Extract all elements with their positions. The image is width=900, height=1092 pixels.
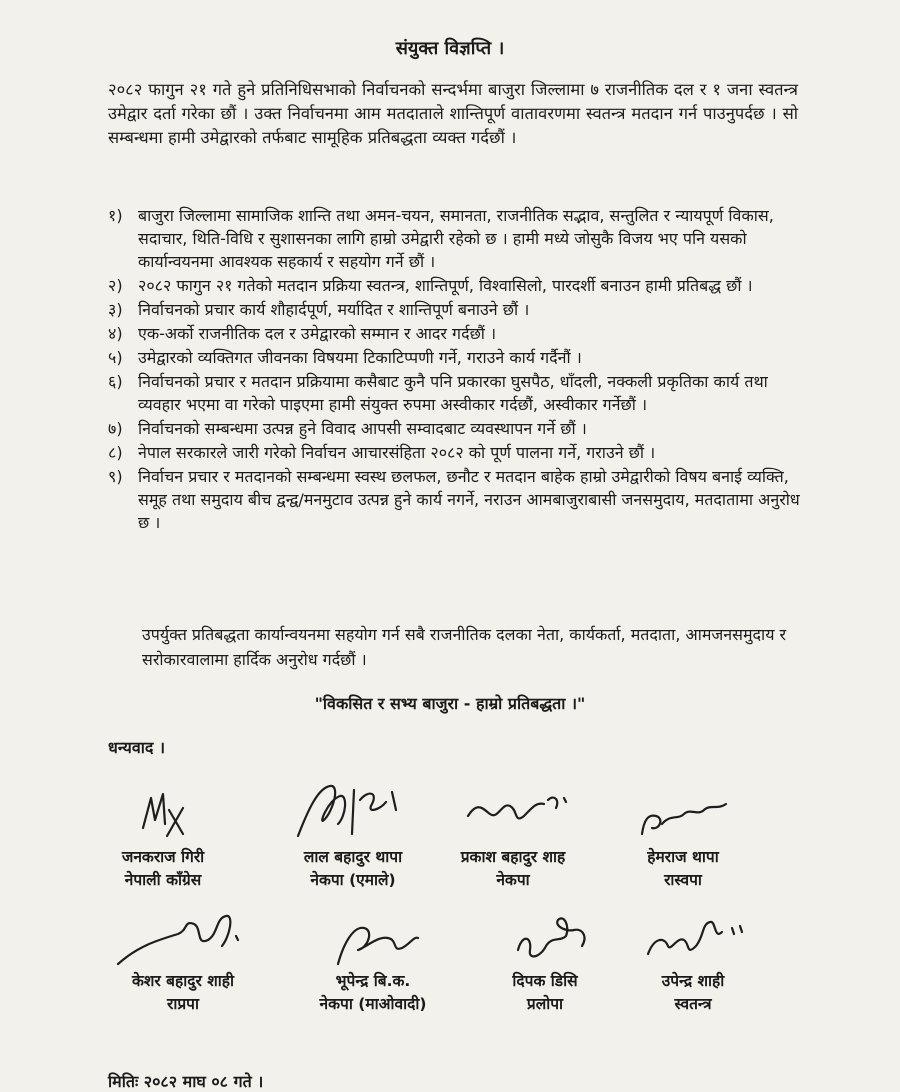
list-number: ८): [108, 443, 123, 462]
signature-mark: [103, 780, 223, 846]
list-text: निर्वाचनको सम्बन्धमा उत्पन्न हुने विवाद आपसी सम्वादबाट व्यवस्थापन गर्ने छौं ।: [138, 419, 587, 438]
list-text: नेपाल सरकारले जारी गरेको निर्वाचन आचारसंहिता २०८२ को पूर्ण पालना गर्ने, गराउने छौं ।: [138, 443, 656, 462]
signatory-party: प्रलोपा: [526, 995, 564, 1013]
signatory-name: दिपक डिसि: [512, 972, 578, 990]
list-text: उमेद्वारको व्यक्तिगत जीवनका विषयमा टिकाटिप्पणी गर्ने, गराउने कार्य गर्दैनौं ।: [138, 348, 582, 367]
commitment-list: [108, 204, 808, 535]
list-number: ५): [108, 348, 123, 367]
list-item: [108, 465, 808, 534]
list-number: ९): [108, 467, 123, 486]
list-text: निर्वाचन प्रचार र मतदानको सम्बन्धमा स्वस्थ छलफल, छनौट र मतदान बाहेक हाम्रो उमेद्वारीको विषय बनाई व्यक्ति, समूह तथा समुदाय बीच द्वन्द्व/मनमुटाव उत्पन्न हुने कार्य नगर्ने, नराउन आमबाजुराबासी जनसमुदाय, मतदातामा अनुरोध छ ।: [138, 467, 800, 532]
signatory-name: जनकराज गिरी: [121, 848, 205, 866]
list-text: निर्वाचनको प्रचार कार्य शौहार्दपूर्ण, मर्यादित र शान्तिपूर्ण बनाउने छौं ।: [138, 300, 530, 319]
list-text: एक-अर्को राजनीतिक दल र उमेद्वारको सम्मान र आदर गर्दछौं ।: [138, 324, 497, 343]
signatory-name: उपेन्द्र शाही: [661, 972, 725, 990]
list-item: [108, 274, 808, 297]
list-text: बाजुरा जिल्लामा सामाजिक शान्ति तथा अमन-चयन, समानता, राजनीतिक सद्भाव, सन्तुलित र न्यायपूर्ण विकास, सदाचार, थिति-विधि र सुशासनका लागि हाम्रो उमेद्वारी रहेको छ । हामी मध्ये जोसुकै विजय भए पनि यसको कार्यान्वयनमा आवश्यक सहकार्य र सहयोग गर्ने छौं ।: [138, 206, 774, 271]
list-number: ६): [108, 372, 123, 391]
signatory-party: स्वतन्त्र: [674, 995, 712, 1013]
thanks-text: धन्यवाद ।: [108, 738, 166, 757]
document-title: संयुक्त विज्ञप्ति ।: [395, 38, 505, 59]
list-number: १): [108, 206, 123, 225]
signature-block: [418, 780, 608, 892]
signatory-party: नेकपा: [496, 871, 530, 889]
list-item: [108, 370, 808, 416]
document-date: मितिः २०८२ माघ ०८ गते ।: [108, 1072, 264, 1091]
signatory-name: प्रकाश बहादुर शाह: [460, 848, 566, 866]
signature-mark: [608, 780, 758, 846]
signature-mark: [268, 780, 438, 846]
signature-mark: [98, 906, 268, 970]
signatory-party: रास्वपा: [664, 871, 702, 889]
list-item: [108, 346, 808, 369]
list-number: ७): [108, 419, 123, 438]
signatory-party: नेकपा (एमाले): [310, 871, 396, 889]
list-item: [108, 441, 808, 464]
signatory-party: नेकपा (माओवादी): [319, 995, 427, 1013]
signatory-name: लाल बहादुर थापा: [303, 848, 403, 866]
signatory-name: हेमराज थापा: [647, 848, 719, 866]
list-item: [108, 417, 808, 440]
list-item: [108, 298, 808, 321]
slogan: "विकसित र सभ्य बाजुरा - हाम्रो प्रतिबद्धता ।": [314, 694, 586, 713]
list-text: निर्वाचनको प्रचार र मतदान प्रक्रियामा कसैबाट कुनै पनि प्रकारका घुसपैठ, धाँदली, नक्कली प्रकृतिका कार्य तथा व्यवहार भएमा वा गरेको पाइएमा हामी संयुक्त रुपमा अस्वीकार गर्दछौं, अस्वीकार गर्नेछौं ।: [138, 372, 768, 414]
list-item: [108, 322, 808, 345]
list-number: ३): [108, 300, 123, 319]
signature-block: [88, 906, 278, 1016]
signature-block: [588, 780, 778, 892]
signature-block: [598, 906, 788, 1016]
signatory-name: केशर बहादुर शाही: [131, 972, 235, 990]
intro-paragraph: २०८२ फागुन २१ गते हुने प्रतिनिधिसभाको निर्वाचनको सन्दर्भमा बाजुरा जिल्लामा ७ राजनीतिक दल र १ जना स्वतन्त्र उमेद्वार दर्ता गरेका छौं । उक्त निर्वाचनमा आम मतदाताले शान्तिपूर्ण वातावरणमा स्वतन्त्र मतदान गर्न पाउनुपर्दछ । सो सम्बन्धमा हामी उमेद्वारको तर्फबाट सामूहिक प्रतिबद्धता व्यक्त गर्दछौं ।: [108, 80, 798, 147]
list-number: २): [108, 276, 123, 295]
signatory-name: भूपेन्द्र बि.क.: [335, 972, 411, 990]
list-item: [108, 204, 808, 273]
signature-mark: [298, 906, 448, 970]
appeal-paragraph: उपर्युक्त प्रतिबद्धता कार्यान्वयनमा सहयोग गर्न सबै राजनीतिक दलका नेता, कार्यकर्ता, मतदाता, आमजनसमुदाय र सरोकारवालामा हार्दिक अनुरोध गर्दछौं ।: [142, 625, 787, 669]
signature-mark: [428, 780, 598, 846]
signature-block: [68, 780, 258, 892]
signatory-party: राप्रपा: [167, 995, 199, 1013]
signatory-party: नेपाली काँग्रेस: [124, 871, 202, 889]
signature-mark: [608, 906, 778, 970]
list-text: २०८२ फागुन २१ गतेको मतदान प्रक्रिया स्वतन्त्र, शान्तिपूर्ण, विश्वासिलो, पारदर्शी बनाउन हामी प्रतिबद्ध छौं ।: [138, 276, 753, 295]
signature-block: [278, 906, 468, 1016]
list-number: ४): [108, 324, 123, 343]
